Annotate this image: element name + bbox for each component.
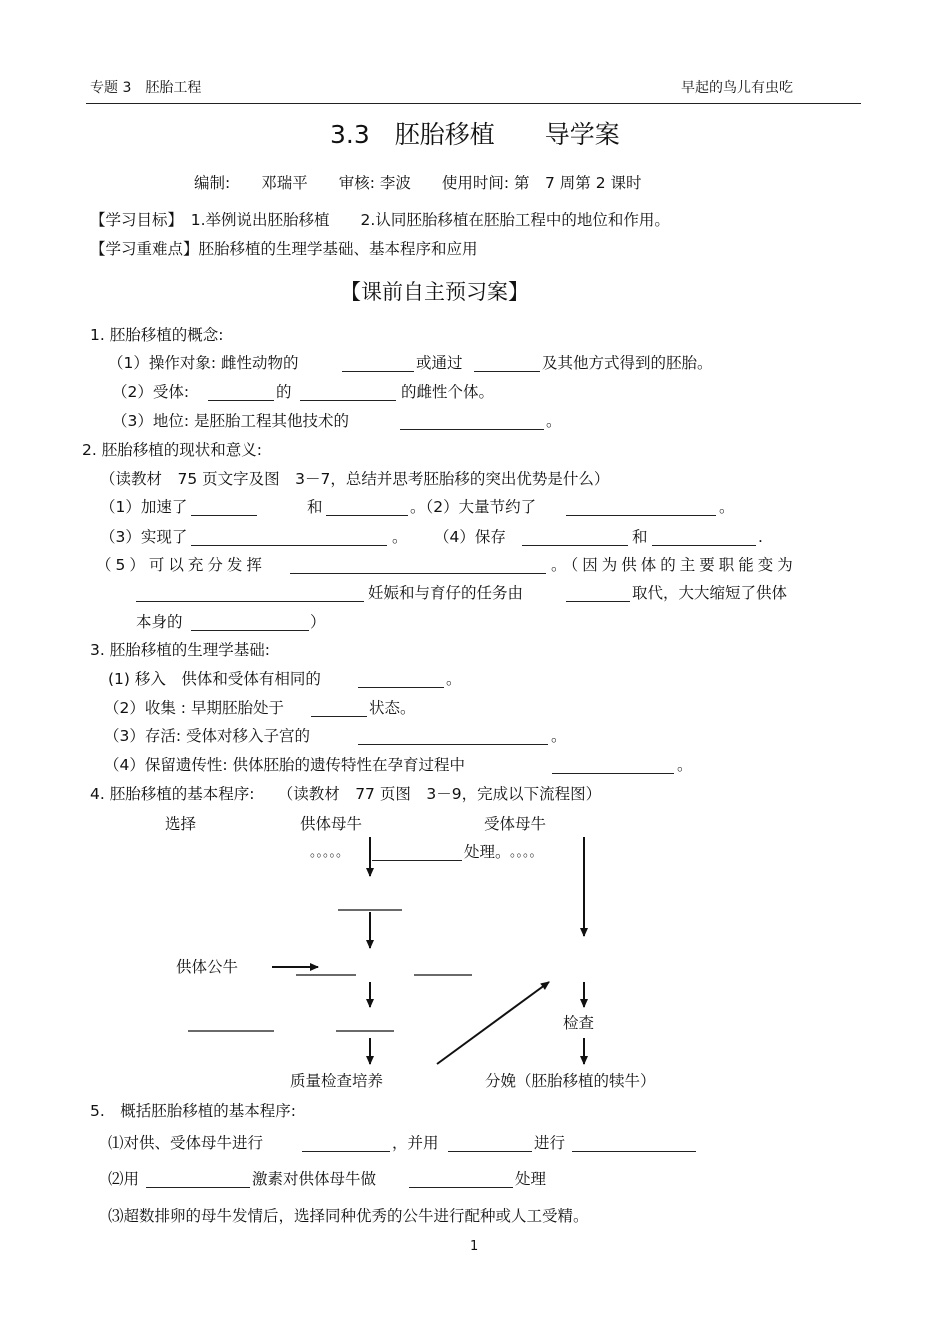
- q2-line5-b: ）: [310, 613, 326, 631]
- flow-process: 处理。: [464, 843, 511, 861]
- header-left: 专题 3 胚胎工程: [90, 80, 202, 96]
- section-title: 【课前自主预习案】: [340, 280, 529, 304]
- q2-line3-a: （5）可以充分发挥: [96, 556, 266, 574]
- flow-donor-cow: 供体母牛: [300, 815, 363, 833]
- flow-recipient-cow: 受体母牛: [484, 815, 547, 833]
- meta-line: 编制: 邓瑞平 审核: 李波 使用时间: 第 7 周第 2 课时: [194, 174, 642, 192]
- key-points: 【学习重难点】胚胎移植的生理学基础、基本程序和应用: [90, 240, 478, 258]
- q2-line4-a: 妊娠和与育仔的任务由: [368, 584, 524, 602]
- q3-line2-b: 状态。: [369, 699, 416, 717]
- q2-line1-b: 和: [307, 498, 323, 516]
- q2-line2-c: （4）保存: [434, 528, 506, 546]
- q5-line2-b: 激素对供体母牛做: [252, 1170, 377, 1188]
- q5-line2-a: ⑵用: [108, 1170, 140, 1188]
- q2-line2-d: 和: [632, 528, 648, 546]
- header-right: 早起的鸟儿有虫吃: [681, 80, 793, 96]
- flow-dots-right: 。。。。: [510, 845, 543, 860]
- q2-title: 2. 胚胎移植的现状和意义:: [82, 441, 262, 459]
- q1-line1-a: （1）操作对象: 雌性动物的: [108, 354, 299, 372]
- q5-line1-a: ⑴对供、受体母牛进行: [108, 1134, 264, 1152]
- q1-line1-b: 或通过: [416, 354, 463, 372]
- q3-line3-a: （3）存活: 受体对移入子宫的: [104, 727, 311, 745]
- q1-line2-c: 的雌性个体。: [401, 383, 495, 401]
- q5-blank-3[interactable]: [572, 1151, 696, 1152]
- q2-line5-a: 本身的: [136, 613, 183, 631]
- flow-select: 选择: [165, 815, 197, 833]
- q5-line3: ⑶超数排卵的母牛发情后，选择同种优秀的公牛进行配种或人工受精。: [108, 1207, 589, 1225]
- q2-line2-b: 。: [392, 528, 408, 546]
- q2-line3-b: 。（因为供体的主要职能变为: [551, 556, 797, 574]
- q5-blank-4[interactable]: [146, 1187, 250, 1188]
- q2-line1-c: 。（2）大量节约了: [410, 498, 537, 516]
- q4-title: 4. 胚胎移植的基本程序: （读教材 77 页图 3－9，完成以下流程图）: [90, 785, 602, 803]
- page-title: 3.3 胚胎移植 导学案: [330, 120, 620, 149]
- q5-blank-1[interactable]: [302, 1151, 390, 1152]
- q3-line3-b: 。: [551, 727, 567, 745]
- flow-dots-left: 。。。。。: [310, 845, 350, 860]
- flow-donor-bull: 供体公牛: [176, 958, 239, 976]
- q2-line4-b: 取代，大大缩短了供体: [632, 584, 788, 602]
- q1-line1-c: 及其他方式得到的胚胎。: [542, 354, 713, 372]
- q5-blank-2[interactable]: [448, 1151, 532, 1152]
- q3-title: 3. 胚胎移植的生理学基础:: [90, 641, 270, 659]
- q3-line1-a: (1) 移入 供体和受体有相同的: [108, 670, 321, 688]
- q1-line2-b: 的: [276, 383, 292, 401]
- flow-check: 检查: [563, 1014, 595, 1032]
- q2-line1-d: 。: [719, 498, 735, 516]
- page-number: 1: [470, 1239, 479, 1254]
- q1-line3-a: （3）地位: 是胚胎工程其他技术的: [112, 412, 350, 430]
- q5-line2-c: 处理: [515, 1170, 547, 1188]
- q3-line4-a: （4）保留遗传性: 供体胚胎的遗传特性在孕育过程中: [104, 756, 466, 774]
- q3-line1-b: 。: [446, 670, 462, 688]
- q5-line1-c: 进行: [534, 1134, 566, 1152]
- q2-line2-a: （3）实现了: [100, 528, 188, 546]
- q1-line3-b: 。: [546, 412, 562, 430]
- q5-title: 5. 概括胚胎移植的基本程序:: [90, 1102, 297, 1120]
- q3-line4-b: 。: [677, 756, 693, 774]
- q2-line2-e: .: [758, 528, 763, 546]
- q1-title: 1. 胚胎移植的概念:: [90, 326, 224, 344]
- q5-blank-5[interactable]: [409, 1187, 513, 1188]
- learning-objectives: 【学习目标】 1.举例说出胚胎移植 2.认同胚胎移植在胚胎工程中的地位和作用。: [90, 211, 670, 229]
- q1-line2-a: （2）受体:: [112, 383, 190, 401]
- q5-line1-b: ，并用: [392, 1134, 439, 1152]
- q2-line1-a: （1）加速了: [100, 498, 188, 516]
- q2-note: （读教材 75 页文字及图 3－7，总结并思考胚胎移的突出优势是什么）: [100, 470, 610, 488]
- flow-quality: 质量检查培养: [290, 1072, 384, 1090]
- arrow-transfer-diagonal: [437, 982, 549, 1064]
- flow-birth: 分娩（胚胎移植的犊牛）: [485, 1072, 656, 1090]
- q3-line2-a: （2）收集 : 早期胚胎处于: [104, 699, 284, 717]
